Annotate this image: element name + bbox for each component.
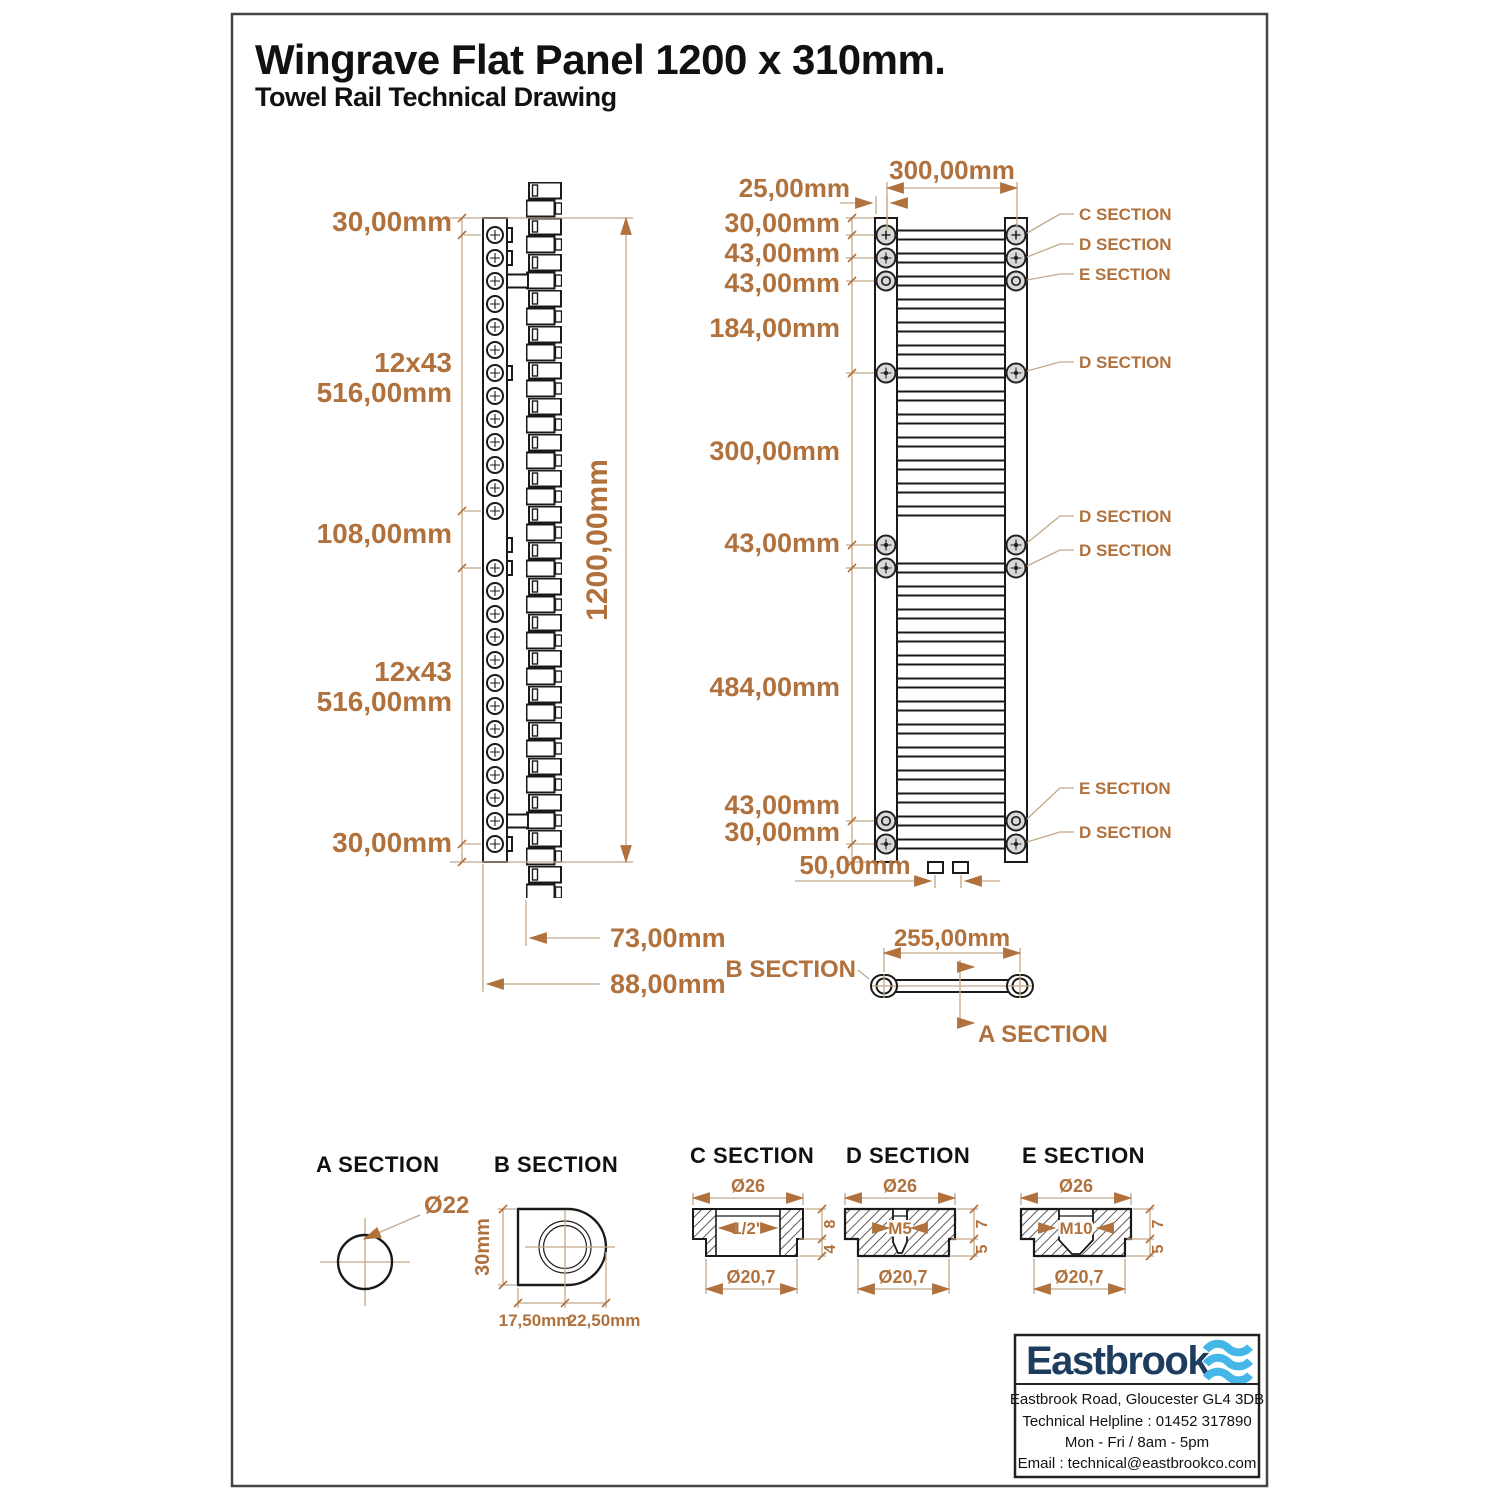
page-title: Wingrave Flat Panel 1200 x 310mm. bbox=[255, 36, 946, 83]
callout-d-section-1: D SECTION bbox=[1079, 235, 1172, 254]
dim-d-dia-bottom: Ø20,7 bbox=[878, 1267, 928, 1287]
dim-c-h-upper: 8 bbox=[822, 1219, 839, 1229]
logo-email: Email : technical@eastbrookco.com bbox=[1017, 1455, 1257, 1472]
rail-profile bbox=[483, 218, 507, 862]
dim-front-seg6: 484,00mm bbox=[709, 672, 840, 702]
callout-b-section: B SECTION bbox=[725, 956, 856, 983]
dim-side-mid-gap: 108,00mm bbox=[316, 518, 452, 549]
section-b-title: B SECTION bbox=[494, 1152, 619, 1177]
dim-top-view-width: 255,00mm bbox=[893, 925, 1011, 952]
dim-front-seg-top: 30,00mm bbox=[724, 208, 840, 238]
dim-side-g1-len: 516,00mm bbox=[316, 377, 452, 408]
dim-b-height: 30mm bbox=[472, 1218, 494, 1276]
logo-helpline: Technical Helpline : 01452 317890 bbox=[1022, 1413, 1252, 1430]
dim-b-w-right: 22,50mm bbox=[567, 1311, 641, 1330]
dim-front-seg5: 43,00mm bbox=[724, 528, 840, 558]
logo-address: Eastbrook Road, Gloucester GL4 3DB bbox=[1009, 1391, 1265, 1408]
valve-stub-left bbox=[928, 862, 943, 873]
panel-profile bbox=[526, 182, 562, 898]
dim-front-seg4: 300,00mm bbox=[709, 436, 840, 466]
valve-stub-right bbox=[953, 862, 968, 873]
section-e-title: E SECTION bbox=[1022, 1143, 1146, 1168]
callout-d-section-5: D SECTION bbox=[1079, 823, 1172, 842]
dim-b-w-left: 17,50mm bbox=[498, 1311, 572, 1330]
logo-hours: Mon - Fri / 8am - 5pm bbox=[1064, 1434, 1210, 1451]
dim-e-thread: M10 bbox=[1059, 1219, 1093, 1238]
dim-e-h-lower: 5 bbox=[1150, 1244, 1167, 1254]
bracket-arm-bottom bbox=[507, 815, 528, 828]
dim-side-depth-rail: 73,00mm bbox=[610, 923, 726, 953]
dim-side-bottom-offset: 30,00mm bbox=[332, 827, 452, 858]
dim-e-dia-bottom: Ø20,7 bbox=[1054, 1267, 1104, 1287]
dim-a-diameter: Ø22 bbox=[424, 1192, 470, 1219]
dim-front-seg2: 43,00mm bbox=[724, 268, 840, 298]
callout-d-section-3: D SECTION bbox=[1079, 507, 1172, 526]
dim-d-h-lower: 5 bbox=[974, 1244, 991, 1254]
dim-front-bracket-offset: 25,00mm bbox=[738, 173, 850, 203]
dim-c-dia-bottom: Ø20,7 bbox=[726, 1267, 776, 1287]
callout-c-section: C SECTION bbox=[1079, 205, 1172, 224]
callout-e-section-2: E SECTION bbox=[1079, 779, 1171, 798]
dim-side-height: 1200,00mm bbox=[581, 459, 614, 621]
dim-side-g2-len: 516,00mm bbox=[316, 686, 452, 717]
dim-d-h-upper: 7 bbox=[974, 1219, 991, 1229]
section-c-title: C SECTION bbox=[690, 1143, 815, 1168]
dim-e-dia-top: Ø26 bbox=[1058, 1176, 1094, 1196]
logo-box bbox=[1010, 1335, 1264, 1477]
dim-c-thread: 1/2" bbox=[732, 1219, 764, 1238]
dim-d-thread: M5 bbox=[888, 1219, 912, 1238]
section-a-title: A SECTION bbox=[316, 1152, 440, 1177]
dim-side-depth-overall: 88,00mm bbox=[610, 969, 726, 999]
dim-side-top-offset: 30,00mm bbox=[332, 206, 452, 237]
callout-e-section-1: E SECTION bbox=[1079, 265, 1171, 284]
section-d-title: D SECTION bbox=[846, 1143, 971, 1168]
dim-valve-spacing: 50,00mm bbox=[799, 850, 911, 880]
dim-d-dia-top: Ø26 bbox=[882, 1176, 918, 1196]
dim-e-h-upper: 7 bbox=[1150, 1219, 1167, 1229]
dim-front-seg3: 184,00mm bbox=[709, 313, 840, 343]
callout-d-section-2: D SECTION bbox=[1079, 353, 1172, 372]
callout-a-section: A SECTION bbox=[978, 1021, 1108, 1048]
logo-wordmark: Eastbrook bbox=[1026, 1339, 1209, 1383]
dim-front-width: 300,00mm bbox=[889, 155, 1015, 185]
dim-front-seg-bottom: 30,00mm bbox=[724, 817, 840, 847]
dim-c-dia-top: Ø26 bbox=[730, 1176, 766, 1196]
dim-c-h-lower: 4 bbox=[822, 1244, 839, 1254]
dim-side-g2-count: 12x43 bbox=[374, 656, 452, 687]
dim-front-seg1: 43,00mm bbox=[724, 238, 840, 268]
dim-side-g1-count: 12x43 bbox=[374, 347, 452, 378]
callout-d-section-4: D SECTION bbox=[1079, 541, 1172, 560]
dim-front-seg7: 43,00mm bbox=[724, 790, 840, 820]
bracket-arm-top bbox=[507, 275, 528, 288]
page-subtitle: Towel Rail Technical Drawing bbox=[255, 82, 617, 112]
